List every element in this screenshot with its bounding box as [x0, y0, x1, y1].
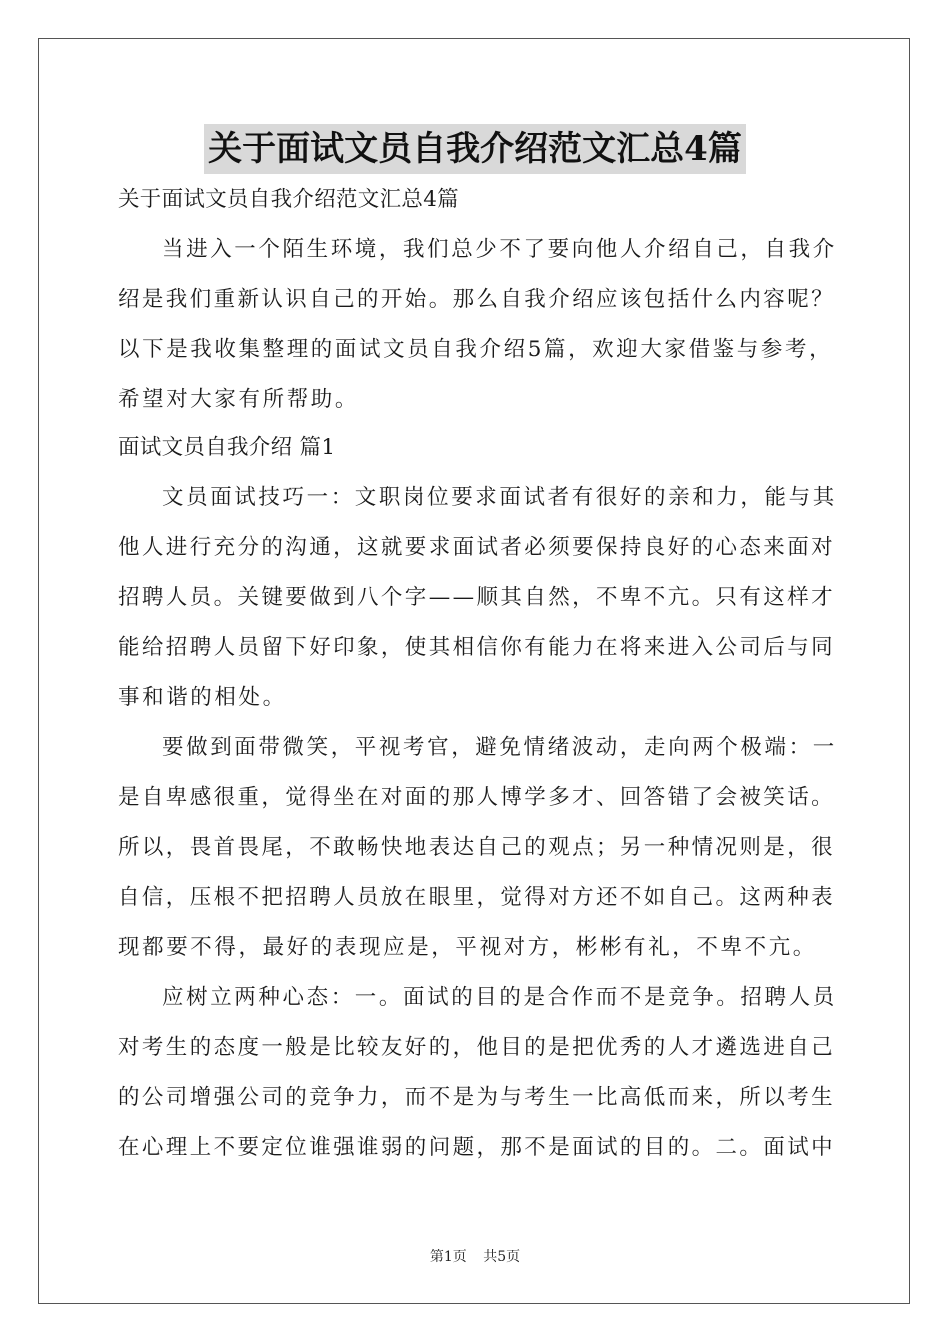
document-subtitle: 关于面试文员自我介绍范文汇总4篇 — [118, 187, 459, 212]
section-p2-line-4: 自信，压根不把招聘人员放在眼里，觉得对方还不如自己。这两种表 — [118, 885, 836, 910]
section-p1-line-5: 事和谐的相处。 — [118, 685, 287, 710]
section-p2-line-1: 要做到面带微笑，平视考官，避免情绪波动，走向两个极端：一 — [162, 735, 837, 760]
section-p1-line-2: 他人进行充分的沟通，这就要求面试者必须要保持良好的心态来面对 — [118, 535, 836, 560]
page-number: 第1页 — [429, 1249, 467, 1265]
page-footer — [0, 1246, 950, 1266]
section-p2-line-2: 是自卑感很重，觉得坐在对面的那人博学多才、回答错了会被笑话。 — [118, 785, 836, 810]
section-heading: 面试文员自我介绍 篇1 — [118, 435, 336, 460]
intro-line-4: 希望对大家有所帮助。 — [118, 387, 360, 412]
section-p3-line-1: 应树立两种心态：一。面试的目的是合作而不是竞争。招聘人员 — [162, 985, 837, 1010]
section-p3-line-3: 的公司增强公司的竞争力，而不是为与考生一比高低而来，所以考生 — [118, 1085, 836, 1110]
section-p3-line-2: 对考生的态度一般是比较友好的，他目的是把优秀的人才遴选进自己 — [118, 1035, 836, 1060]
section-p1-line-4: 能给招聘人员留下好印象，使其相信你有能力在将来进入公司后与同 — [118, 635, 836, 660]
intro-line-2: 绍是我们重新认识自己的开始。那么自我介绍应该包括什么内容呢？ — [118, 287, 836, 312]
page-total: 共5页 — [483, 1249, 521, 1265]
page-border — [38, 38, 910, 1304]
section-p1-line-3: 招聘人员。关键要做到八个字——顺其自然，不卑不亢。只有这样才 — [118, 585, 836, 610]
title-block — [0, 124, 950, 174]
document-title: 关于面试文员自我介绍范文汇总4篇 — [204, 124, 746, 174]
section-p2-line-3: 所以，畏首畏尾，不敢畅快地表达自己的观点；另一种情况则是，很 — [118, 835, 836, 860]
section-p3-line-4: 在心理上不要定位谁强谁弱的问题，那不是面试的目的。二。面试中 — [118, 1135, 836, 1160]
intro-line-1: 当进入一个陌生环境，我们总少不了要向他人介绍自己，自我介 — [162, 237, 837, 262]
intro-line-3: 以下是我收集整理的面试文员自我介绍5篇，欢迎大家借鉴与参考， — [118, 337, 834, 362]
section-p2-line-5: 现都要不得，最好的表现应是，平视对方，彬彬有礼，不卑不亢。 — [118, 935, 817, 960]
section-p1-line-1: 文员面试技巧一：文职岗位要求面试者有很好的亲和力，能与其 — [162, 485, 837, 510]
